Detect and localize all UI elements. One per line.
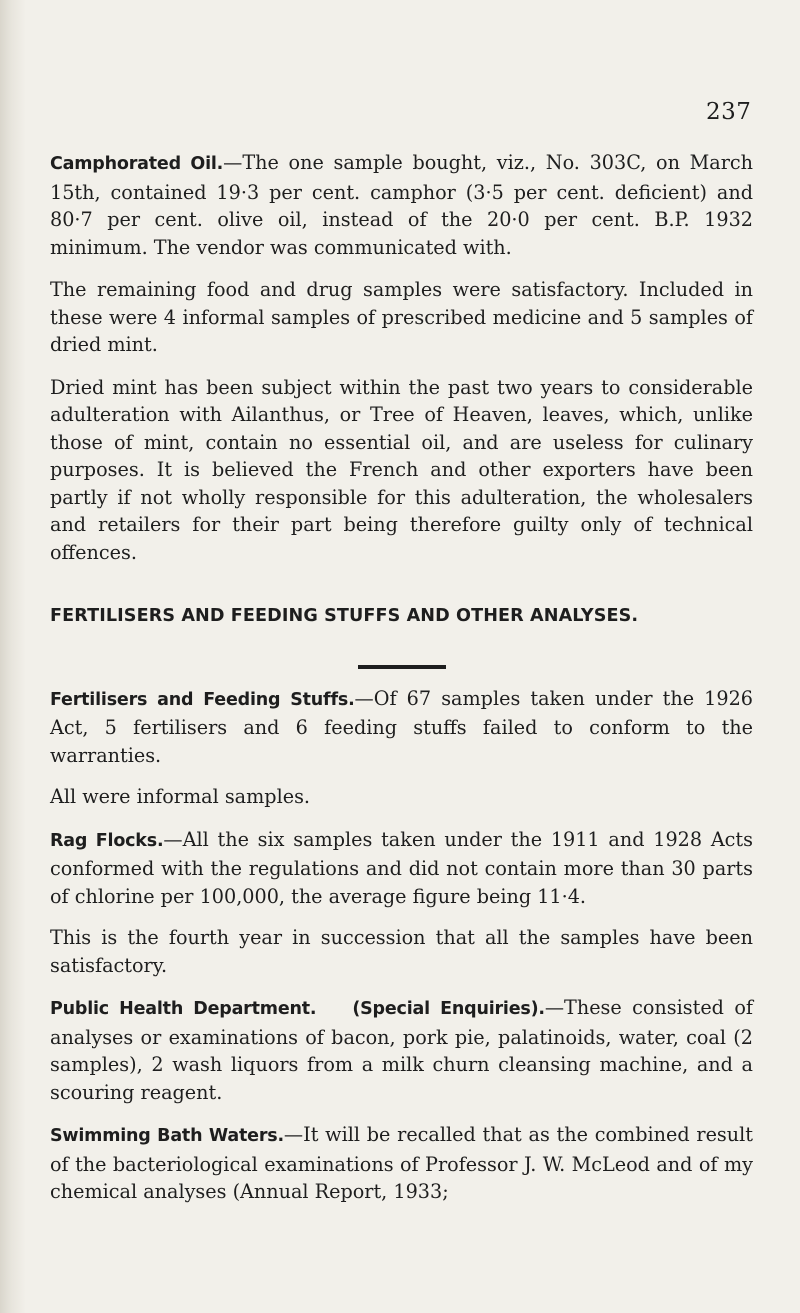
paragraph-camphorated-oil [50,149,753,261]
paragraph-swimming-bath [50,1121,753,1206]
rag-flocks-heading: Rag Flocks. [50,830,164,851]
paragraph-remaining-samples [50,276,753,359]
page-number: 237 [706,99,752,125]
dried-mint-text: Dried mint has been subject within the past two years to considerable adulteration with Ailanthus, or Tree of Heaven, leaves, which, unlike those of mint, contain no essential oil, and are useless for culinary purposes. It is believed the French and other exporters have been partly if not wholly responsible for this adulteration, the wholesalers and retailers for their part being therefore guilty only of technical offences. [50,375,753,564]
rag-flocks-text: —All the six samples taken under the 1911 and 1928 Acts conformed with the regulations and did not contain more than 30 parts of chlorine per 100,000, the average figure being 11·4. [50,827,753,908]
fourth-year-text: This is the fourth year in succession that all the samples have been satisfactory. [50,926,753,977]
paragraph-rag-flocks [50,826,753,911]
informal-samples-text: All were informal samples. [50,785,311,808]
paragraph-public-health [50,994,753,1106]
paragraph-informal-samples [50,783,753,811]
swimming-bath-heading: Swimming Bath Waters. [50,1126,284,1146]
page-body [50,149,753,1221]
fertilisers-text: —Of 67 samples taken under the 1926 Act, 5 fertilisers and 6 feeding stuffs failed to conform to the warranties. [50,686,753,767]
camphorated-oil-heading: Camphorated Oil. [50,154,224,174]
paragraph-fourth-year [50,924,753,979]
page-binding-edge [0,0,26,1313]
remaining-samples-text: The remaining food and drug samples were satisfactory. Included in these were 4 informal samples of prescribed medicine and 5 samples of dried mint. [50,278,753,356]
paragraph-fertilisers [50,685,753,770]
heading-divider-rule [358,665,446,669]
camphorated-oil-text: —The one sample bought, viz., No. 303C, on March 15th, contained 19·3 per cent. camphor (3·5 per cent. deficient) and 80·7 per cent. olive oil, instead of the 20·0 per cent. B.P. 1932 minimum. The vendor was communicated with. [50,151,754,259]
section-heading-fertilisers-analyses: FERTILISERS AND FEEDING STUFFS AND OTHER ANALYSES. [50,606,639,626]
public-health-heading: Public Health Department. [50,999,317,1019]
paragraph-dried-mint [50,374,753,567]
public-health-subheading: (Special Enquiries). [352,999,545,1019]
swimming-bath-text: —It will be recalled that as the combined result of the bacteriological examinations of Professor J. W. McLeod and of my chemical analyses (Annual Report, 1933; [50,1123,753,1203]
fertilisers-heading: Fertilisers and Feeding Stuffs. [50,689,355,710]
public-health-text: —These consisted of analyses or examinations of bacon, pork pie, palatinoids, water, coal (2 samples), 2 wash liquors from a milk churn cleansing machine, and a scouring reagent. [50,996,753,1104]
